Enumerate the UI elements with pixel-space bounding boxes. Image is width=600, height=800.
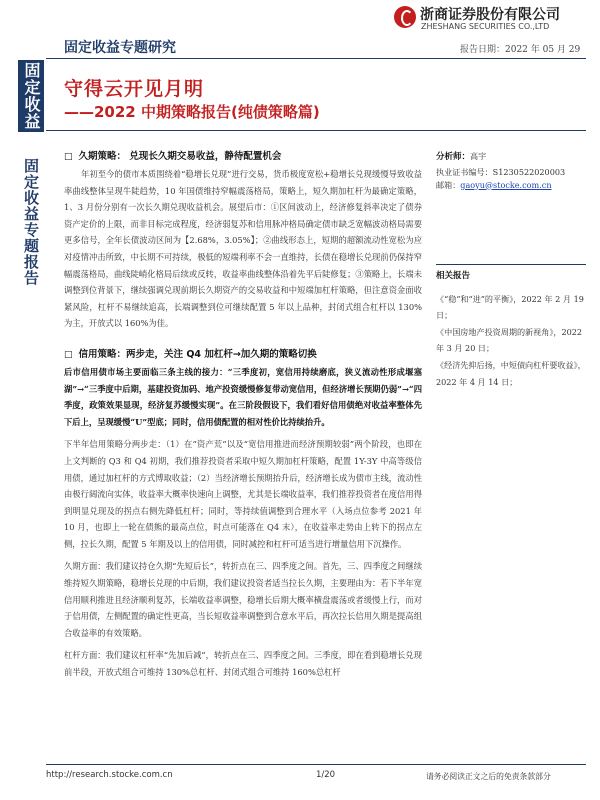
title-divider [46,130,586,131]
sub-title: ——2022 中期策略报告(纯债策略篇) [64,103,320,121]
related-report-item[interactable]: 《“稳”和“进”的平衡》，2022 年 2 月 19 日； [436,293,584,321]
company-logo-icon [394,6,416,28]
section-paragraph: 杠杆方面：我们建议杠杆率“先加后减”，转折点在三、四季度之间。三季度，即在看到稳增长兑现前半段，开放式组合可维持 130%总杠杆、封闭式组合可维持 160%总杠杆 [64,650,422,678]
analyst-name-value: 高宇 [470,151,487,161]
sidebar [436,148,586,390]
category-band-text: 固定收益 [22,62,41,130]
footer-url[interactable]: http://research.stocke.com.cn [46,770,173,780]
section-heading-duration: □ 久期策略： 兑现长久期交易收益，静待配置机会 [64,148,422,162]
main-title: 守得云开见月明 [64,78,205,100]
company-name-cn: 浙商证券股份有限公司 [420,7,560,23]
section-paragraph [64,364,422,430]
report-category-vertical-label: 固定收益专题报告 [22,158,40,286]
email-label: 邮箱： [436,179,461,190]
license-value: S1230522020003 [492,166,566,177]
section-heading-credit: □ 信用策略：两步走，关注 Q4 加杠杆→加久期的策略切换 [64,346,422,360]
related-report-item[interactable]: 《中国房地产投资周期的新视角》，2022 年 3 月 20 日； [436,326,583,354]
section-paragraph: 久期方面：我们建议持仓久期“先短后长”，转折点在三、四季度之间。首先，三、四季度之间继续维持短久期策略，稳增长兑现的中后期，我们建议投资者适当拉长久期，主要理由为：若下半年宽信用顺利推进且经济顺利复苏，长端收益率调整，稳增长后期大概率横盘震荡或者缓慢上行，而对于信用债，左侧配置的确定性更高，当长短收益率调整到合意水平后，再次拉长信用久期是提高组合收益率的有效策略。 [64,561,422,638]
sidebar-divider [436,264,586,265]
related-reports-heading: 相关报告 [436,270,471,281]
section-paragraph: 年初至今的债市本质围绕着“稳增长兑现”进行交易，货币极度宽松+稳增长兑现缓慢导致收益率曲线整体呈现牛陡趋势，10 年国债维持窄幅震荡格局，策略上，短久期加杠杆为最确定策略，1、3 月份分别有一次长久期兑现收益机会。展望后市：①区间波动上，经济修复斜率决定了债券资产定价的上限，而非目标完成程度，经济弱复苏和信用脉冲格局确定债市缺乏宽幅波动格局需要更多信号，全年长债波动区间为【2.68%，3.05%】；②曲线形态上，短期的超额流动性宽松为应对疫情冲击所致，中长期不可持续，极低的短端利率不会一直维持，长债在稳增长兑现前仍保持窄幅震荡格局，曲线陡峭化格局后续或反转，收益率曲线整体沿着先平后陡修复；③策略上，长端未调整到位背景下，继续强调兑现前期长久期资产的交易收益和中短端加杠杆策略，但注意资金面收紧风险，杠杆不易继续追高，长端调整到位可继续配置 5 年以上品种，封闭式组合杠杆以 130%为主，开放式以 160%为佳。 [64,169,422,329]
report-date: 报告日期：2022 年 05 月 29 [460,45,581,55]
footer-divider [46,764,586,765]
license-label: 执业证书编号： [436,166,493,177]
analyst-name [436,148,586,166]
page-number: 1/20 [316,770,336,780]
section-paragraph: 下半年信用策略分两步走：（1）在“资产荒”以及“宽信用推进而经济预期较弱”两个阶段，也即在上文判断的 Q3 和 Q4 初期，我们推荐投资者采取中短久期加杠杆策略，配置 1Y-3Y 中高等级信用债，通过加杠杆的方式博取收益；（2）当经济增长预期抬升后，经济增长成为债市主线，流动性由极行阔流向实体，收益率大概率快速向上调整，尤其是长端收益率，我们推荐投资者在度信用得到明显兑现及的拐点右侧先降低杠杆；同时，等持续值调整到合理水平（入场点位参考 2021 年 10 月，也即上一轮在债熊的最高点位，时点可能落在 Q4 末），在收益率走势由上转下的拐点左侧，拉长久期，配置 5 年期及以上的信用债，同时减控和杠杆可适当进行增量信用下沉操作。 [64,439,422,549]
main-body [64,148,422,681]
header-divider [46,58,586,59]
email-link[interactable]: gaoyu@stocke.com.cn [460,179,552,190]
analyst-email [436,178,586,192]
footer-disclaimer: 请务必阅读正文之后的免责条款部分 [426,772,551,781]
company-name-en: ZHESHANG SECURITIES CO.,LTD [421,22,550,31]
section-paragraph-text: 后市信用债市场主要面临三条主线的接力：“三季度初，宽信用持续磨底，狭义流动性形成堰塞湖”→“三季度中后期，基建投资加码、地产投资缓慢修复带动宽信用，但经济增长预期仍弱”→“四季度，政策效果显现，经济复苏缓慢实现”。在三阶段假设下，我们看好信用债绝对收益率整体先下后上，呈现缓慢“U”型底；同时，信用债配置的相对性价比持续抬升。 [64,366,422,427]
license-number [436,166,586,178]
related-report-item[interactable]: 《经济先抑后扬，中短债向杠杆要收益》，2022 年 4 月 14 日； [436,359,586,387]
analyst-label: 分析师： [436,152,471,162]
report-type: 固定收益专题研究 [64,40,176,56]
